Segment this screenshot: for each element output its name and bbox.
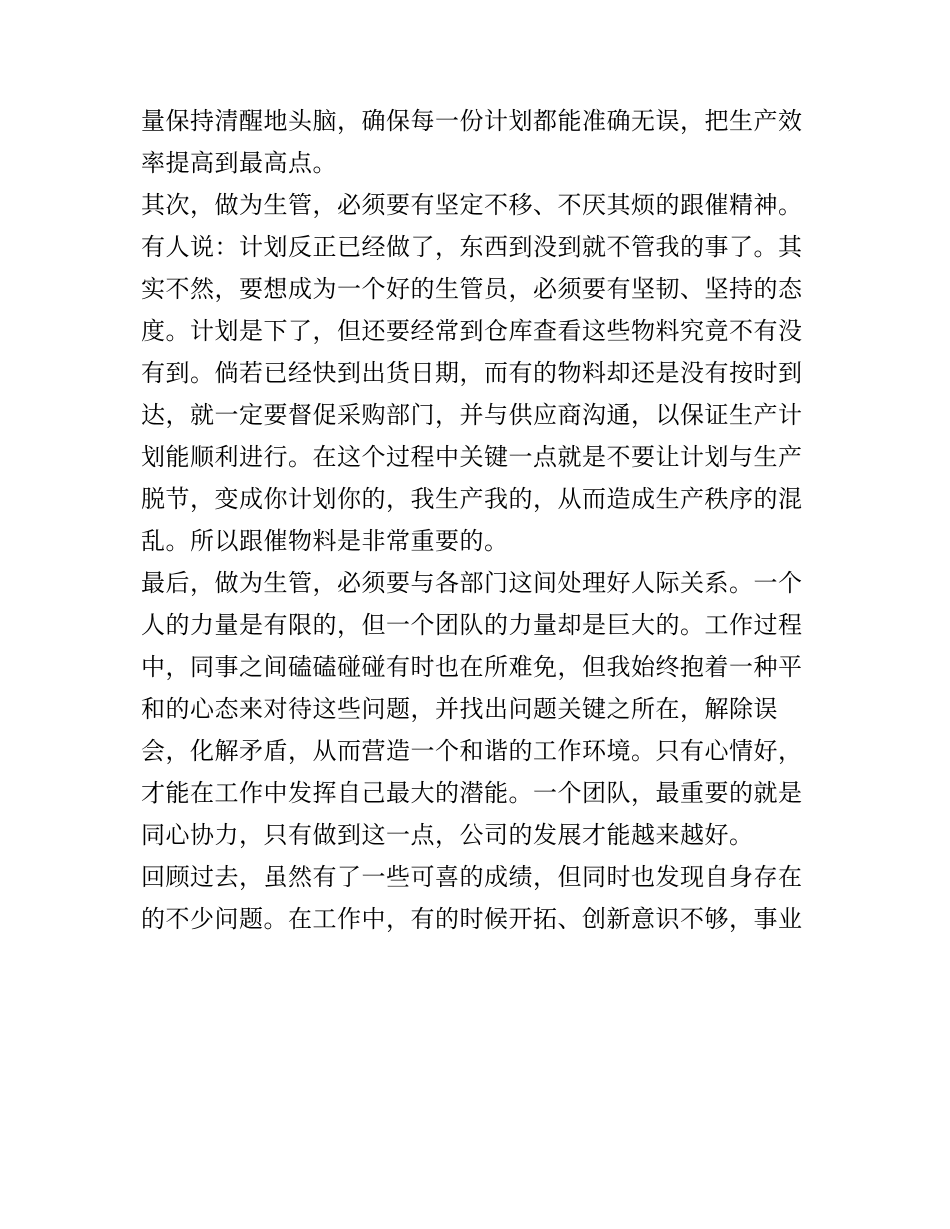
text-line: 其次，做为生管，必须要有坚定不移、不厌其烦的跟催精神。 <box>141 191 803 219</box>
text-line: 乱。所以跟催物料是非常重要的。 <box>141 527 509 555</box>
text-line: 划能顺利进行。在这个过程中关键一点就是不要让计划与生产 <box>141 443 803 471</box>
text-line: 最后，做为生管，必须要与各部门这间处理好人际关系。一个 <box>141 569 803 597</box>
text-line: 才能在工作中发挥自己最大的潜能。一个团队，最重要的就是 <box>141 779 803 807</box>
text-line: 实不然，要想成为一个好的生管员，必须要有坚韧、坚持的态 <box>141 275 803 303</box>
text-line: 同心协力，只有做到这一点，公司的发展才能越来越好。 <box>141 821 754 849</box>
text-line: 脱节，变成你计划你的，我生产我的，从而造成生产秩序的混 <box>141 485 803 513</box>
text-line: 中，同事之间磕磕碰碰有时也在所难免，但我始终抱着一种平 <box>141 653 803 681</box>
text-line: 和的心态来对待这些问题，并找出问题关键之所在，解除误 <box>141 695 778 723</box>
text-line: 回顾过去，虽然有了一些可喜的成绩，但同时也发现自身存在 <box>141 863 803 891</box>
text-line: 率提高到最高点。 <box>141 149 337 177</box>
text-line: 量保持清醒地头脑，确保每一份计划都能准确无误，把生产效 <box>141 107 803 135</box>
text-line: 有人说：计划反正已经做了，东西到没到就不管我的事了。其 <box>141 233 803 261</box>
text-line: 的不少问题。在工作中，有的时候开拓、创新意识不够，事业 <box>141 905 803 933</box>
text-line: 度。计划是下了，但还要经常到仓库查看这些物料究竟不有没 <box>141 317 803 345</box>
body-text <box>141 100 821 940</box>
text-line: 人的力量是有限的，但一个团队的力量却是巨大的。工作过程 <box>141 611 803 639</box>
text-line: 达，就一定要督促采购部门，并与供应商沟通，以保证生产计 <box>141 401 803 429</box>
text-line: 有到。倘若已经快到出货日期，而有的物料却还是没有按时到 <box>141 359 803 387</box>
text-line: 会，化解矛盾，从而营造一个和谐的工作环境。只有心情好， <box>141 737 803 765</box>
